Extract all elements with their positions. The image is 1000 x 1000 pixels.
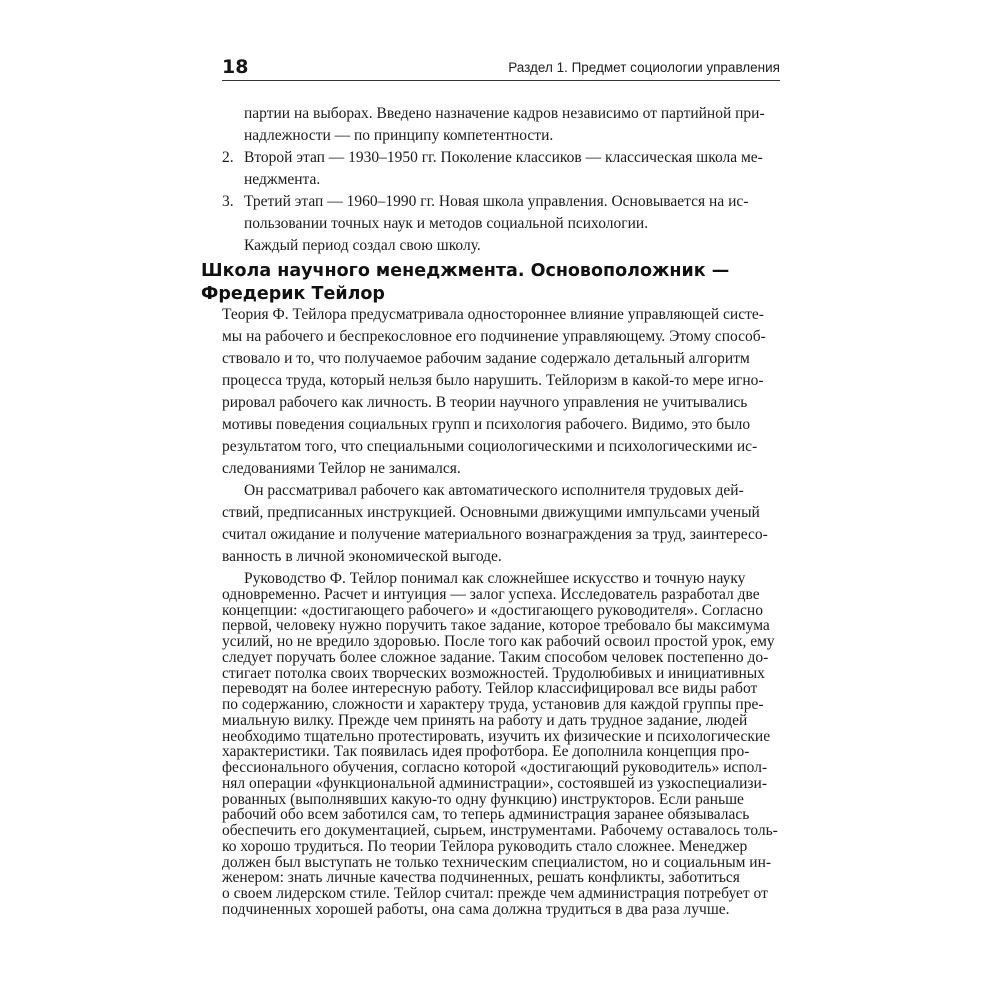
text-line: партии на выборах. Введено назначение кадров независимо от партийной при- (244, 105, 765, 122)
text-line: подчиненных хорошей работы, она сама должна трудиться в два раза лучше. (222, 901, 730, 918)
text-line: мотивы поведения социальных групп и психология рабочего. Видимо, это было (222, 416, 751, 433)
text-line: считал ожидание и получение материального вознаграждения за труд, заинтересо- (222, 526, 768, 543)
text-line: Руководство Ф. Тейлор понимал как сложнейшее искусство и точную науку (244, 570, 746, 587)
text-line: ствовало и то, что получаемое рабочим задание содержало детальный алгоритм (222, 350, 750, 367)
page-number: 18 (222, 56, 249, 78)
text-line: рабочий обо всем заботился сам, то теперь администрация заранее обязывалась (222, 806, 750, 823)
text-line: ствий, предписанных инструкцией. Основными движущими импульсами ученый (222, 504, 760, 521)
text-line: по содержанию, сложности и характеру труда, установив для каждой группы пре- (222, 696, 764, 713)
text-line: пользовании точных наук и методов социальной психологии. (244, 215, 649, 232)
text-line: результатом того, что специальными социологическими и психологическими ис- (222, 438, 758, 455)
text-line: Теория Ф. Тейлора предусматривала одностороннее влияние управляющей систе- (222, 306, 764, 323)
text-line: одновременно. Расчет и интуиция — залог успеха. Исследователь разработал две (222, 586, 760, 603)
text-line: концепции: «достигающего рабочего» и «достигающего руководителя». Согласно (222, 602, 763, 619)
text-line: характеристики. Так появилась идея профотбора. Ее дополнила концепция про- (222, 743, 750, 760)
list-number: 2. (222, 149, 234, 166)
text-line: усилий, но не вредило здоровью. После того как рабочий освоил простой урок, ему (222, 633, 775, 650)
text-line: Третий этап — 1960–1990 гг. Новая школа управления. Основывается на ис- (244, 193, 749, 210)
text-line: Каждый период создал свою школу. (244, 237, 481, 254)
text-line: рировал рабочего как личность. В теории научного управления не учитывались (222, 394, 748, 411)
text-line: фессионального обучения, согласно которой «достигающий руководитель» испол- (222, 759, 768, 776)
page-header (222, 55, 780, 81)
text-line: необходимо тщательно протестировать, изучить их физические и психологические (222, 728, 771, 745)
text-line: о своем лидерском стиле. Тейлор считал: прежде чем администрация потребует от (222, 885, 768, 902)
text-line: ванность в личной экономической выгоде. (222, 548, 502, 565)
text-line: Он рассматривал рабочего как автоматического исполнителя трудовых дей- (244, 482, 744, 499)
text-line: миальную вилку. Прежде чем принять на работу и дать трудное задание, людей (222, 712, 748, 729)
running-title: Раздел 1. Предмет социологии управления (508, 60, 780, 75)
text-line: женером: знать личные качества подчиненных, решать конфликты, заботиться (222, 869, 740, 886)
header-divider (222, 80, 780, 81)
text-line: обеспечить его документацией, сырьем, инструментами. Рабочему оставалось толь- (222, 822, 778, 839)
text-line: должен был выступать не только техническим специалистом, но и социальным ин- (222, 854, 772, 871)
list-number: 3. (222, 193, 234, 210)
text-line: ко хорошо трудиться. По теории Тейлора руководить стало сложнее. Менеджер (222, 838, 748, 855)
text-line: рованных (выполнявших какую-то одну функцию) инструкторов. Если раньше (222, 791, 744, 808)
text-line: следованиями Тейлор не занимался. (222, 460, 461, 477)
text-line: процесса труда, который нельзя было нарушить. Тейлоризм в какой-то мере игно- (222, 372, 764, 389)
text-line: Второй этап — 1930–1950 гг. Поколение классиков — классическая школа ме- (244, 149, 763, 166)
text-line: неджмента. (244, 171, 321, 188)
text-line: стигает потолка своих творческих возможностей. Трудолюбивых и инициативных (222, 665, 765, 682)
text-line: следует поручать более сложное задание. Таким способом человек постепенно до- (222, 649, 769, 666)
text-line: надлежности — по принципу компетентности. (244, 127, 554, 144)
text-line: нял операции «функциональной администрации», состоявшей из узкоспециализи- (222, 775, 767, 792)
heading-line: Школа научного менеджмента. Основоположник — (201, 261, 730, 281)
text-line: первой, человеку нужно поручить такое задание, которое требовало бы максимума (222, 617, 770, 634)
text-line: переводят на более интересную работу. Тейлор классифицировал все виды работ (222, 680, 758, 697)
text-line: мы на рабочего и беспрекословное его подчинение управляющему. Этому способ- (222, 328, 766, 345)
heading-line: Фредерик Тейлор (201, 284, 385, 304)
